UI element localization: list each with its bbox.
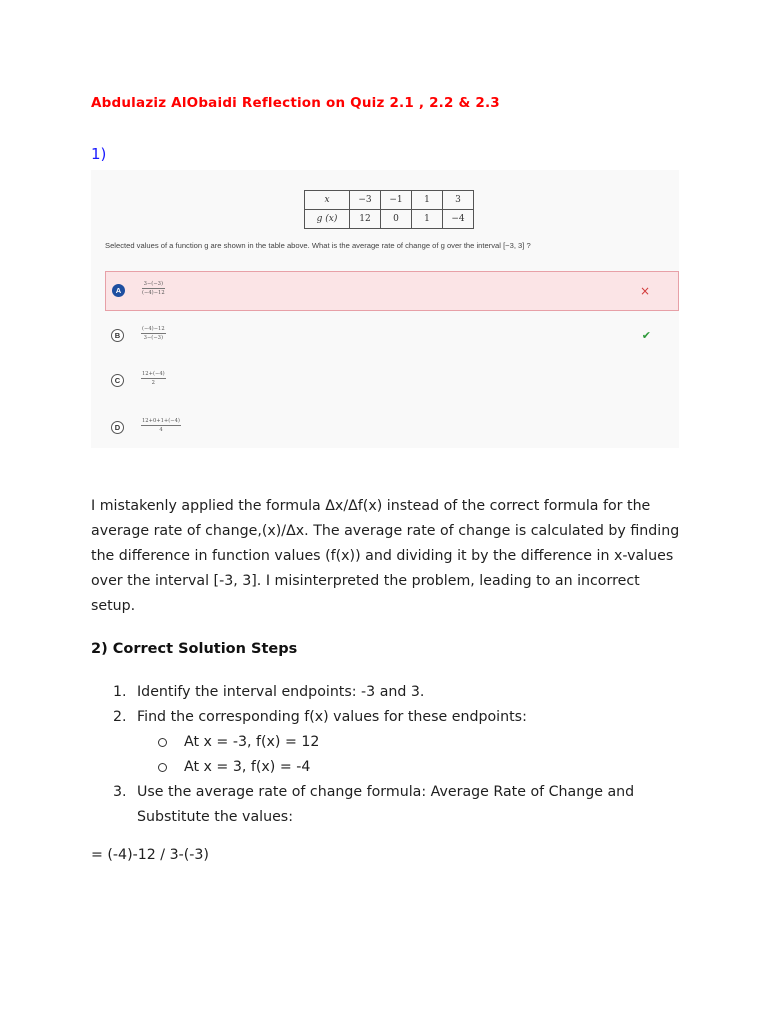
fraction-denominator: (−4)−12 xyxy=(142,290,165,296)
bullet-text: At x = 3, f(x) = -4 xyxy=(184,759,311,775)
paragraph-line: setup. xyxy=(91,598,136,614)
choice-b-fraction xyxy=(141,325,166,342)
paragraph-line: I mistakenly applied the formula Δx/Δf(x) instead of the correct formula for the xyxy=(91,498,651,514)
question-text: Selected values of a function g are shown in the table above. What is the average rate of change of g over the interval [−3, 3] ? xyxy=(105,241,531,250)
choice-c-fraction xyxy=(141,370,166,387)
fraction-numerator: 3−(−3) xyxy=(143,281,163,287)
step-text: Identify the interval endpoints: -3 and 3. xyxy=(137,684,425,700)
fraction-denominator: 3−(−3) xyxy=(143,335,163,341)
quiz-screenshot xyxy=(91,170,679,448)
values-table xyxy=(304,190,474,229)
table-cell: 3 xyxy=(443,191,474,210)
choice-letter-c: C xyxy=(111,374,124,387)
fraction-numerator: 12+(−4) xyxy=(142,371,165,377)
choice-letter-a: A xyxy=(112,284,125,297)
paragraph-line: over the interval [-3, 3]. I misinterpreted the problem, leading to an incorrect xyxy=(91,573,640,589)
step-number: 1. xyxy=(113,684,127,700)
choice-letter-d: D xyxy=(111,421,124,434)
paragraph-line: the difference in function values (f(x)) and dividing it by the difference in x-values xyxy=(91,548,674,564)
table-cell: −3 xyxy=(350,191,381,210)
table-cell: −4 xyxy=(443,210,474,229)
step-number: 3. xyxy=(113,784,127,800)
table-row xyxy=(305,191,474,210)
table-cell: 1 xyxy=(412,210,443,229)
table-cell: 0 xyxy=(381,210,412,229)
table-cell: g (x) xyxy=(305,210,350,229)
table-cell: 12 xyxy=(350,210,381,229)
choice-d-fraction xyxy=(141,417,181,434)
paragraph-line: average rate of change,(x)/Δx. The average rate of change is calculated by finding xyxy=(91,523,680,539)
step-text: Find the corresponding f(x) values for these endpoints: xyxy=(137,709,527,725)
choice-a[interactable] xyxy=(105,271,679,311)
final-expression: = (-4)-12 / 3-(-3) xyxy=(91,847,209,863)
choice-c[interactable] xyxy=(105,362,679,402)
bullet-circle-icon xyxy=(158,763,167,772)
reflection-paragraph xyxy=(91,494,681,619)
step-text: Substitute the values: xyxy=(137,809,293,825)
table-cell: −1 xyxy=(381,191,412,210)
correct-check-icon: ✔ xyxy=(641,329,651,342)
fraction-numerator: 12+0+1+(−4) xyxy=(142,418,180,424)
document-title: Abdulaziz AlObaidi Reflection on Quiz 2.1 , 2.2 & 2.3 xyxy=(91,95,500,111)
choice-a-fraction xyxy=(142,280,165,297)
table-row xyxy=(305,210,474,229)
choice-d[interactable] xyxy=(105,409,679,449)
table-cell: x xyxy=(305,191,350,210)
step-number: 2. xyxy=(113,709,127,725)
step-text: Use the average rate of change formula: Average Rate of Change and xyxy=(137,784,635,800)
question-1-label: 1) xyxy=(91,145,107,163)
section-heading: 2) Correct Solution Steps xyxy=(91,641,298,657)
choice-letter-b: B xyxy=(111,329,124,342)
table-cell: 1 xyxy=(412,191,443,210)
fraction-denominator: 2 xyxy=(151,380,155,386)
bullet-circle-icon xyxy=(158,738,167,747)
bullet-text: At x = -3, f(x) = 12 xyxy=(184,734,320,750)
fraction-denominator: 4 xyxy=(159,427,163,433)
fraction-numerator: (−4)−12 xyxy=(142,326,165,332)
wrong-x-icon: × xyxy=(639,284,650,298)
choice-b[interactable] xyxy=(105,317,679,357)
